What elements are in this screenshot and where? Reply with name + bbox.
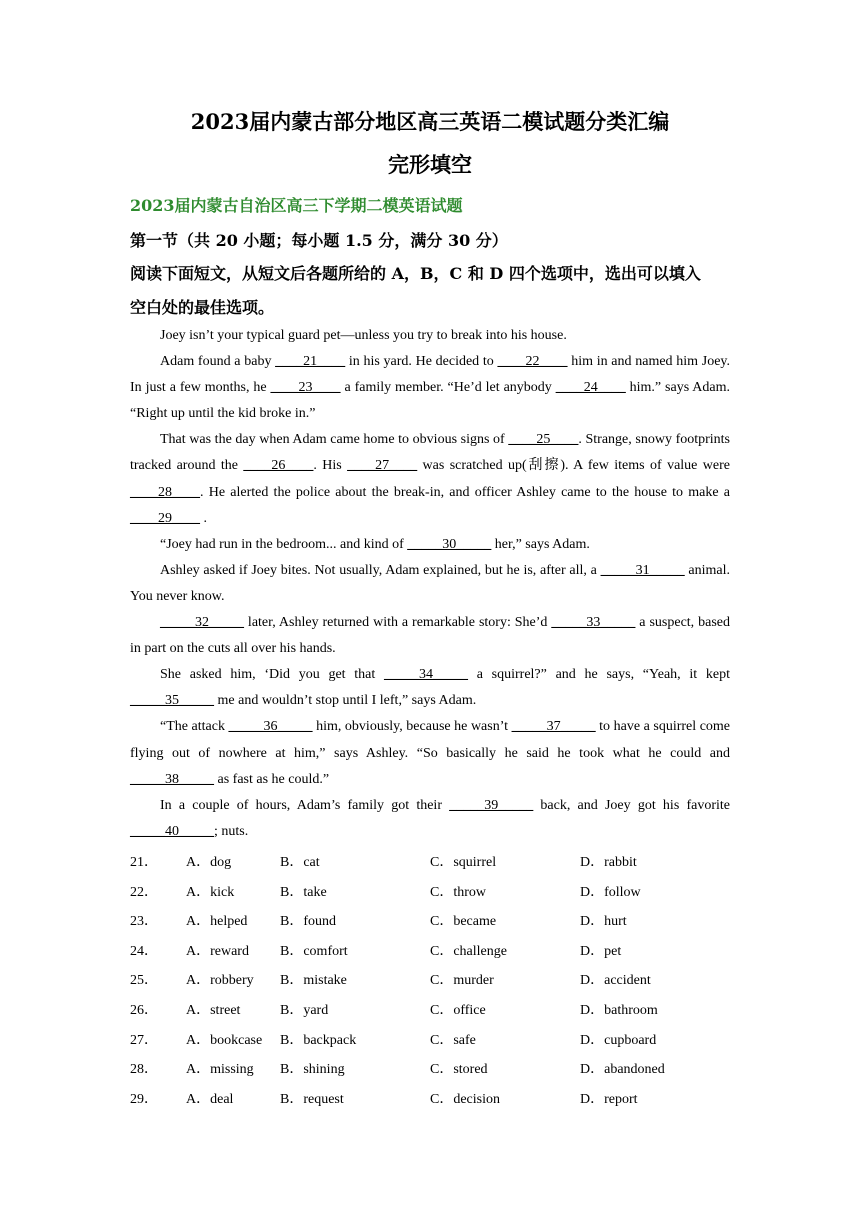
question-number: 25． — [130, 973, 158, 989]
blank-23: ____23____ — [270, 380, 341, 396]
blank-33: _____33_____ — [551, 615, 636, 631]
part-heading: 第一节（共 20 小题；每小题 1.5 分，满分 30 分） — [130, 231, 508, 250]
option-d: D．cupboard — [580, 1032, 657, 1048]
option-a: A．dog — [186, 855, 232, 870]
question-row — [130, 969, 740, 999]
option-b: B．yard — [280, 1002, 329, 1018]
paragraph-6: _____32_____ later, Ashley returned with a remarkable story: She’d _____33_____ a suspect, based in part on the cuts all over his hands. — [130, 615, 730, 657]
question-number: 26． — [130, 1002, 158, 1018]
option-b: B．found — [280, 914, 336, 930]
blank-34: _____34_____ — [384, 667, 468, 683]
blank-39: _____39_____ — [449, 797, 534, 813]
option-b: B．take — [280, 884, 327, 900]
question-number: 29． — [130, 1091, 158, 1107]
option-b: B．mistake — [280, 973, 347, 989]
blank-28: ____28____ — [130, 484, 200, 500]
option-c: C．stored — [430, 1062, 488, 1078]
document-subtitle: 完形填空 — [388, 152, 472, 177]
question-row — [130, 881, 740, 911]
question-row — [130, 851, 740, 881]
question-number: 23． — [130, 914, 158, 930]
question-row — [130, 999, 740, 1029]
paragraph-1: Joey isn’t your typical guard pet—unless you try to break into his house. — [160, 328, 567, 343]
option-d: D．abandoned — [580, 1062, 665, 1078]
blank-22: ____22____ — [497, 354, 568, 370]
question-number: 28． — [130, 1062, 158, 1078]
option-c: C．challenge — [430, 943, 507, 959]
blank-31: _____31_____ — [600, 562, 685, 578]
option-a: A．street — [186, 1002, 241, 1018]
option-b: B．shining — [280, 1062, 345, 1078]
paragraph-3: That was the day when Adam came home to obvious signs of ____25____. Strange, snowy footprints tracked around the ____26____. His ____27____ was scratched up(刮擦). A few items of value were ____28____. He alerted the police about the break-in, and officer Ashley came to the house to make a ____29____ . — [130, 432, 731, 526]
option-d: D．bathroom — [580, 1002, 658, 1018]
blank-36: _____36_____ — [228, 719, 313, 735]
question-row — [130, 910, 740, 940]
option-c: C．murder — [430, 973, 494, 989]
option-b: B．comfort — [280, 943, 348, 959]
section-title: 2023届内蒙古自治区高三下学期二模英语试题 — [130, 196, 463, 215]
blank-27: ____27____ — [347, 458, 418, 474]
blank-38: _____38_____ — [130, 771, 214, 787]
paragraph-8: “The attack _____36_____ him, obviously, because he wasn’t _____37_____ to have a squirrel come flying out of nowhere at him,” says Ashley. “So basically he said he took what he could and _____38_____ as fast as he could.” — [130, 719, 731, 787]
paragraph-7: She asked him, ‘Did you get that _____34_____ a squirrel?” and he says, “Yeah, it kept _____35_____ me and wouldn’t stop until I left,” says Adam. — [130, 667, 730, 709]
option-c: C．throw — [430, 884, 486, 900]
option-d: D．report — [580, 1091, 638, 1107]
option-d: D．pet — [580, 943, 622, 959]
cloze-passage — [130, 323, 730, 845]
question-row — [130, 1058, 740, 1088]
option-d: D．rabbit — [580, 855, 637, 870]
option-d: D．hurt — [580, 914, 627, 930]
answer-options — [130, 851, 740, 1117]
blank-35: _____35_____ — [130, 693, 214, 709]
option-a: A．robbery — [186, 973, 254, 989]
blank-30: _____30_____ — [407, 536, 492, 552]
option-a: A．deal — [186, 1091, 234, 1107]
option-a: A．bookcase — [186, 1032, 263, 1048]
blank-24: ____24____ — [555, 380, 626, 396]
question-row — [130, 940, 740, 970]
option-c: C．decision — [430, 1091, 500, 1107]
option-a: A．reward — [186, 943, 249, 959]
question-number: 24． — [130, 943, 158, 959]
question-number: 22． — [130, 884, 158, 900]
blank-29: ____29____ — [130, 510, 200, 526]
blank-21: ____21____ — [275, 354, 346, 370]
option-a: A．kick — [186, 884, 235, 900]
blank-40: _____40_____ — [130, 823, 214, 839]
paragraph-5: Ashley asked if Joey bites. Not usually, Adam explained, but he is, after all, a _____31_____ animal. You never know. — [130, 562, 730, 604]
paragraph-2: Adam found a baby ____21____ in his yard. He decided to ____22____ him in and named him Joey. In just a few months, he ____23____ a family member. “He’d let anybody ____24____ him.” says Adam. “Right up until the kid broke in.” — [130, 354, 731, 422]
option-d: D．follow — [580, 884, 641, 900]
question-row — [130, 1029, 740, 1059]
option-d: D．accident — [580, 973, 651, 989]
blank-32: _____32_____ — [160, 615, 244, 631]
blank-37: _____37_____ — [511, 719, 596, 735]
option-c: C．squirrel — [430, 855, 497, 870]
option-c: C．safe — [430, 1032, 476, 1048]
blank-25: ____25____ — [508, 432, 579, 448]
instruction-line-1: 阅读下面短文，从短文后各题所给的 A，B，C 和 D 四个选项中，选出可以填入 — [130, 264, 701, 283]
question-number: 21． — [130, 855, 158, 870]
option-b: B．cat — [280, 855, 320, 870]
question-number: 27． — [130, 1032, 158, 1048]
option-a: A．missing — [186, 1062, 254, 1078]
option-b: B．request — [280, 1091, 344, 1107]
instruction-line-2: 空白处的最佳选项。 — [130, 298, 275, 317]
option-b: B．backpack — [280, 1032, 357, 1048]
question-row — [130, 1088, 740, 1118]
option-c: C．became — [430, 914, 497, 930]
document-title: 2023届内蒙古部分地区高三英语二模试题分类汇编 — [190, 109, 670, 134]
blank-26: ____26____ — [243, 458, 314, 474]
option-a: A．helped — [186, 914, 248, 930]
paragraph-4: “Joey had run in the bedroom... and kind of _____30_____ her,” says Adam. — [160, 536, 590, 552]
paragraph-9: In a couple of hours, Adam’s family got their _____39_____ back, and Joey got his favorite _____40_____; nuts. — [130, 797, 731, 839]
option-c: C．office — [430, 1002, 486, 1018]
